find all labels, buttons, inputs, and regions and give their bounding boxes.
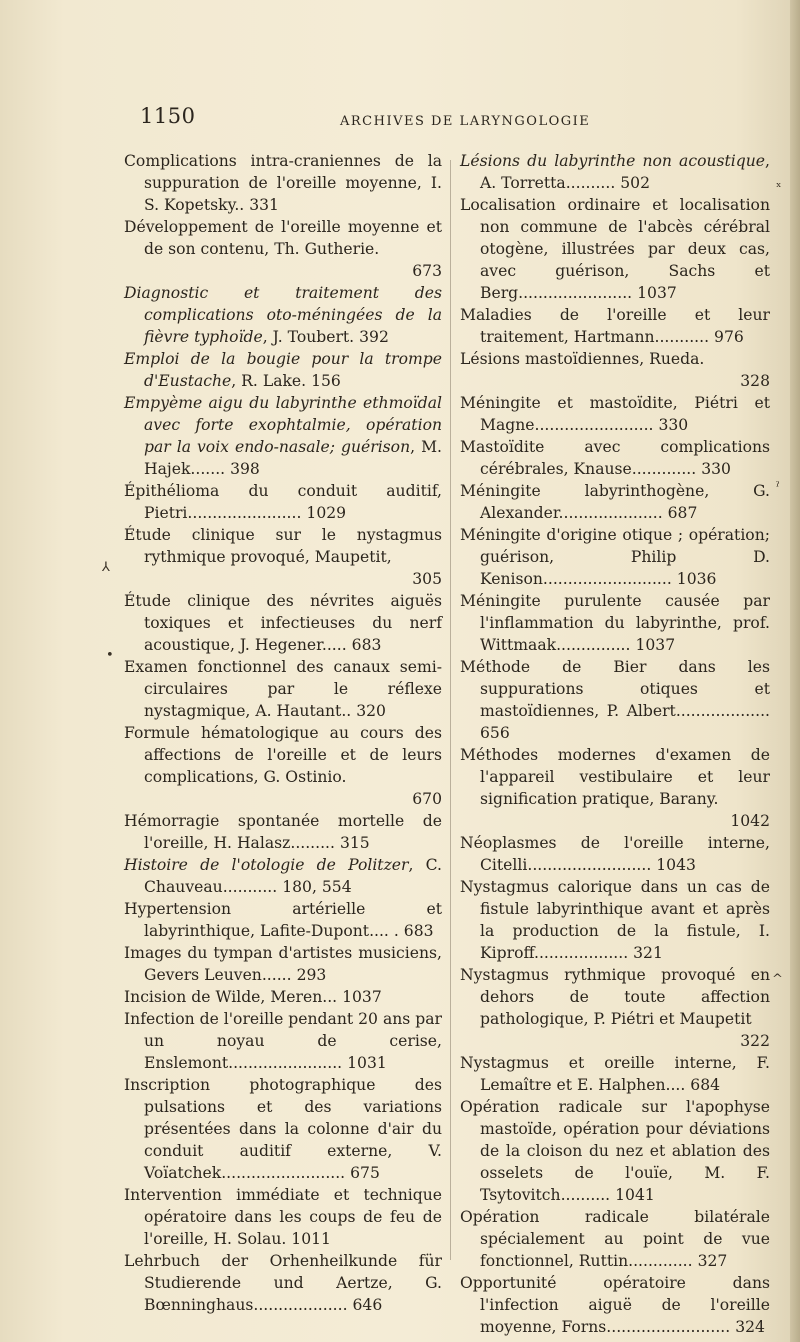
entry-page-ref: 656 (480, 724, 510, 742)
entry-page-ref: 1011 (291, 1230, 331, 1248)
entry-page-ref: 1029 (306, 504, 347, 522)
entry-page-ref: 305 (412, 570, 442, 588)
entry-page-ref: 687 (667, 504, 698, 522)
entry-page-ref: 1036 (676, 570, 717, 588)
page-edge (790, 0, 800, 1342)
index-entry (458, 392, 770, 436)
column-divider (450, 160, 451, 1260)
entry-page-ref: 398 (230, 460, 260, 478)
index-entry (122, 898, 442, 942)
entry-page-ref: 1042 (730, 812, 770, 830)
entry-page-ref: 322 (740, 1032, 770, 1050)
entry-text: Étude clinique des névrites aiguës toxiques et infectieuses du nerf acoustique, J. Hegener..... (124, 592, 442, 654)
index-entry (458, 304, 770, 348)
entry-page-ref: 683 (351, 636, 382, 654)
entry-page-ref: 1037 (342, 988, 382, 1006)
index-entry (458, 194, 770, 304)
page-number: 1150 (140, 104, 196, 128)
margin-mark: • (106, 648, 114, 663)
page-header (140, 104, 780, 138)
index-entry (122, 392, 442, 480)
index-entry (122, 1184, 442, 1250)
entry-text: Infection de l'oreille pendant 20 ans par un noyau de cerise, Enslemont....................... (124, 1010, 442, 1072)
entry-page-ref: 1041 (615, 1186, 655, 1204)
entry-text: Opération radicale bilatérale spécialement au point de vue fonctionnel, Ruttin............. (460, 1208, 770, 1270)
entry-page-ref: 392 (359, 328, 389, 346)
index-entry (458, 656, 770, 744)
index-entry (122, 524, 442, 590)
entry-text: Maladies de l'oreille et leur traitement, Hartmann........... (460, 306, 770, 346)
margin-mark: ˣ (776, 180, 782, 195)
index-entry (122, 810, 442, 854)
index-entry (458, 1096, 770, 1206)
entry-page-ref: 1043 (656, 856, 696, 874)
index-entry (122, 986, 442, 1008)
index-entry (122, 150, 442, 216)
entry-page-ref: 646 (352, 1296, 383, 1314)
entry-text: Méthode de Bier dans les suppurations otiques et mastoïdiennes, P. Albert................... (460, 658, 770, 720)
entry-page-ref: 1037 (637, 284, 677, 302)
entry-page-ref: 675 (350, 1164, 380, 1182)
index-entry (122, 854, 442, 898)
entry-page-ref: 330 (658, 416, 689, 434)
entry-italic-title: Emploi de la bougie pour la trompe d'Eustache (124, 350, 442, 390)
index-entry (122, 1250, 442, 1316)
entry-text: Examen fonctionnel des canaux semi-circulaires par le réflexe nystagmique, A. Hautant.. (124, 658, 442, 720)
entry-text: Formule hématologique au cours des affections de l'oreille et de leurs complications, G. Ostinio. (124, 724, 442, 786)
index-entry (458, 348, 770, 392)
index-entry (122, 590, 442, 656)
index-entry (122, 722, 442, 810)
entry-text: Lehrbuch der Orhenheilkunde für Studierende und Aertze, G. Bœnninghaus................... (124, 1252, 442, 1314)
index-entry (122, 348, 442, 392)
entry-page-ref: 315 (339, 834, 370, 852)
entry-page-ref: 502 (620, 174, 651, 192)
entry-page-ref: 1031 (347, 1054, 387, 1072)
index-entry (458, 1206, 770, 1272)
entry-page-ref: 331 (249, 196, 279, 214)
margin-mark: ˀ (776, 480, 780, 495)
entry-text: Néoplasmes de l'oreille interne, Citelli......................... (460, 834, 770, 874)
entry-page-ref: 180, 554 (282, 878, 352, 896)
entry-text: Intervention immédiate et technique opératoire dans les coups de feu de l'oreille, H. Solau. (124, 1186, 442, 1248)
entry-page-ref: 293 (296, 966, 327, 984)
index-entry (458, 480, 770, 524)
entry-italic-title: Lésions du labyrinthe non acoustique (460, 152, 766, 170)
entry-page-ref: 330 (701, 460, 731, 478)
index-entry (458, 832, 770, 876)
margin-mark: ⅄ (102, 560, 110, 575)
entry-page-ref: 327 (697, 1252, 728, 1270)
entry-text: Méningite et mastoïdite, Piétri et Magne........................ (460, 394, 770, 434)
index-entry (458, 436, 770, 480)
index-entry (458, 524, 770, 590)
entry-text: Nystagmus calorique dans un cas de fistule labyrinthique avant et après la production de la fistule, I. Kiproff................... (460, 878, 770, 962)
entry-text: Incision de Wilde, Meren... (124, 988, 338, 1006)
index-entry (122, 1008, 442, 1074)
entry-text: Épithélioma du conduit auditif, Pietri....................... (124, 482, 442, 522)
entry-text: Étude clinique sur le nystagmus rythmique provoqué, Maupetit, (124, 526, 442, 566)
entry-text: Complications intra-craniennes de la suppuration de l'oreille moyenne, I. S. Kopetsky.. (124, 152, 442, 214)
index-entry (458, 964, 770, 1052)
entry-italic-title: Diagnostic et traitement des complications oto-méningées de la fièvre typhoïde (124, 284, 442, 346)
entry-page-ref: 324 (735, 1318, 765, 1336)
entry-text: , M. Hajek....... (144, 438, 442, 478)
entry-text: , J. Toubert. (262, 328, 355, 346)
index-entry (458, 1052, 770, 1096)
entry-italic-title: Empyème aigu du labyrinthe ethmoïdal avec forte exophtalmie, opération par la voix endo-nasale; guérison (124, 394, 442, 456)
entry-page-ref: 328 (740, 372, 770, 390)
index-entry (122, 656, 442, 722)
entry-page-ref: 684 (690, 1076, 721, 1094)
entry-text: Développement de l'oreille moyenne et de son contenu, Th. Gutherie. (124, 218, 442, 258)
index-entry (122, 480, 442, 524)
entry-page-ref: 683 (403, 922, 434, 940)
entry-text: Méningite d'origine otique ; opération; guérison, Philip D. Kenison.......................... (460, 526, 770, 588)
entry-page-ref: 1037 (635, 636, 676, 654)
index-entry (122, 216, 442, 282)
entry-page-ref: 673 (412, 262, 442, 280)
entry-text: Nystagmus rythmique provoqué en dehors de toute affection pathologique, P. Piétri et Maupetit (460, 966, 770, 1028)
entry-text: , R. Lake. (231, 372, 307, 390)
entry-page-ref: 321 (633, 944, 663, 962)
entry-text: Méningite purulente causée par l'inflammation du labyrinthe, prof. Wittmaak............... (460, 592, 770, 654)
entry-text: Opportunité opératoire dans l'infection aiguë de l'oreille moyenne, Forns......................... (460, 1274, 770, 1336)
index-entry (458, 744, 770, 832)
entry-text: Méningite labyrinthogène, G. Alexander..................... (460, 482, 770, 522)
entry-text: Localisation ordinaire et localisation non commune de l'abcès cérébral otogène, illustrées par deux cas, avec guérison, Sachs et Berg....................... (460, 196, 770, 302)
index-entry (458, 150, 770, 194)
entry-text: Hypertension artérielle et labyrinthique, Lafite-Dupont.... . (124, 900, 442, 940)
index-entry (122, 942, 442, 986)
index-column-right (458, 150, 770, 1338)
margin-mark: ^ (772, 972, 783, 987)
index-entry (122, 282, 442, 348)
entry-text: Lésions mastoïdiennes, Rueda. (460, 350, 705, 368)
entry-text: Inscription photographique des pulsations et des variations présentées dans la colonne d'air du conduit auditif externe, V. Voïatchek......................... (124, 1076, 442, 1182)
entry-page-ref: 976 (714, 328, 744, 346)
entry-text: , A. Torretta.......... (480, 152, 770, 192)
entry-text: Mastoïdite avec complications cérébrales, Knause............. (460, 438, 770, 478)
entry-italic-title: Histoire de l'otologie de Politzer (124, 856, 409, 874)
entry-text: , C. Chauveau........... (144, 856, 442, 896)
entry-page-ref: 156 (311, 372, 341, 390)
index-entry (122, 1074, 442, 1184)
index-entry (458, 1272, 770, 1338)
entry-page-ref: 320 (356, 702, 386, 720)
entry-text: Méthodes modernes d'examen de l'appareil vestibulaire et leur signification pratique, Barany. (460, 746, 770, 808)
index-entry (458, 590, 770, 656)
entry-page-ref: 670 (412, 790, 442, 808)
index-entry (458, 876, 770, 964)
entry-text: Images du tympan d'artistes musiciens, Gevers Leuven...... (124, 944, 442, 984)
entry-text: Nystagmus et oreille interne, F. Lemaître et E. Halphen.... (460, 1054, 770, 1094)
running-title: ARCHIVES DE LARYNGOLOGIE (340, 114, 591, 129)
entry-text: Opération radicale sur l'apophyse mastoïde, opération pour déviations de la cloison du nez et ablation des osselets de l'ouïe, M. F. Tsytovitch.......... (460, 1098, 770, 1204)
entry-text: Hémorragie spontanée mortelle de l'oreille, H. Halasz......... (124, 812, 442, 852)
index-column-left (122, 150, 442, 1316)
